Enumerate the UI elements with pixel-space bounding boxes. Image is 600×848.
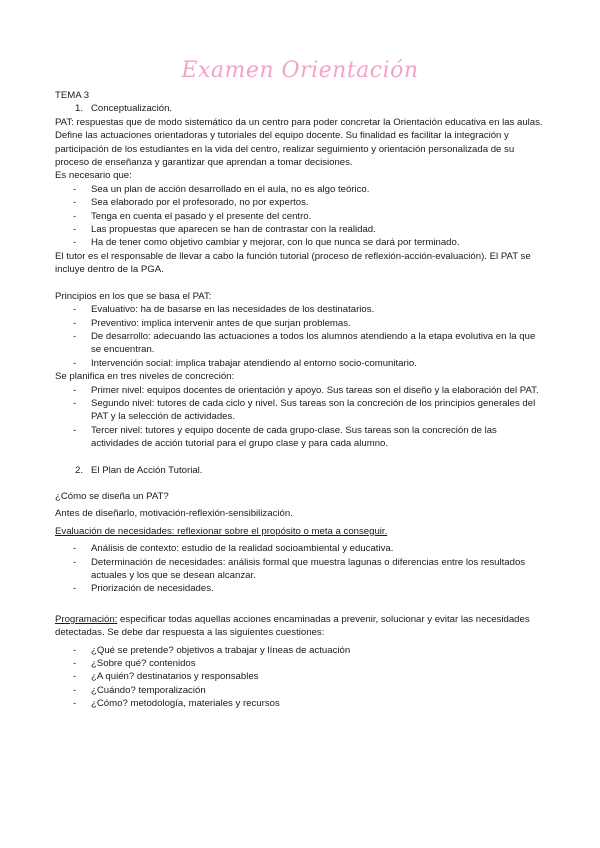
tema-heading: TEMA 3 (55, 90, 90, 101)
evaluacion-heading: Evaluación de necesidades: reflexionar sobre el propósito o meta a conseguir. (55, 525, 388, 537)
programacion-label: Programación: (55, 613, 118, 625)
list-item: - Ha de tener como objetivo cambiar y mejorar, con lo que nunca se dará por terminado. (55, 236, 545, 249)
programacion-paragraph (55, 613, 545, 640)
list-item: - Evaluativo: ha de basarse en las necesidades de los destinatarios. (55, 303, 545, 316)
list-item: - Las propuestas que aparecen se han de contrastar con la realidad. (55, 223, 545, 236)
list-item: - ¿Qué se pretende? objetivos a trabajar y líneas de actuación (55, 644, 545, 657)
principios-label: Principios en los que se basa el PAT: (55, 290, 212, 302)
section-2-number: 2. (75, 464, 84, 476)
principios-list (55, 303, 545, 370)
necesario-list (55, 183, 545, 250)
list-item: - ¿Sobre qué? contenidos (55, 657, 545, 670)
programacion-list (55, 644, 545, 711)
section-1-label: Conceptualización. (91, 103, 173, 115)
list-item: - ¿A quién? destinatarios y responsables (55, 670, 545, 683)
niveles-label: Se planifica en tres niveles de concreción: (55, 371, 235, 383)
list-item: - Análisis de contexto: estudio de la realidad socioambiental y educativa. (55, 542, 545, 555)
list-item: - Tercer nivel: tutores y equipo docente de cada grupo-clase. Sus tareas son la concreción de las actividades de acción tutorial para el grupo clase y para cada alumno. (55, 424, 545, 451)
section-1-number: 1. (75, 103, 84, 115)
section-2-label: El Plan de Acción Tutorial. (91, 464, 203, 476)
como-question: ¿Cómo se diseña un PAT? (55, 490, 169, 502)
necesario-label: Es necesario que: (55, 170, 132, 182)
list-item: - Priorización de necesidades. (55, 582, 545, 595)
pat-definition: PAT: respuestas que de modo sistemático da un centro para poder concretar la Orientación educativa en las aulas. Define las actuaciones orientadoras y tutoriales del equipo docente. Su finalidad es facilitar la integración y participación de los estudiantes en la vida del centro, realizar seguimiento y orientación personalizada de su proceso de enseñanza y garantizar que aprendan a tomar decisiones. (55, 116, 543, 169)
section-2-heading (55, 464, 545, 477)
evaluacion-list (55, 542, 545, 596)
list-item: - Tenga en cuenta el pasado y el presente del centro. (55, 210, 545, 223)
niveles-list (55, 384, 545, 451)
list-item: - Sea elaborado por el profesorado, no por expertos. (55, 196, 545, 209)
document-body (55, 89, 545, 711)
list-item: - ¿Cuándo? temporalización (55, 684, 545, 697)
list-item: - Preventivo: implica intervenir antes de que surjan problemas. (55, 317, 545, 330)
list-item: - Segundo nivel: tutores de cada ciclo y nivel. Sus tareas son la concreción de los principios generales del PAT y la selección de actividades. (55, 397, 545, 424)
antes-paragraph: Antes de diseñarlo, motivación-reflexión-sensibilización. (55, 508, 293, 520)
document-title: Examen Orientación (181, 58, 419, 83)
programacion-text: especificar todas aquellas acciones encaminadas a prevenir, solucionar y evitar las necesidades detectadas. Se debe dar respuesta a las siguientes cuestiones: (55, 613, 530, 639)
section-1-heading (55, 102, 545, 115)
list-item: - De desarrollo: adecuando las actuaciones a todos los alumnos atendiendo a la etapa evolutiva en la que se encuentran. (55, 330, 545, 357)
tutor-paragraph: El tutor es el responsable de llevar a cabo la función tutorial (proceso de reflexión-acción-evaluación). El PAT se incluye dentro de la PGA. (55, 250, 531, 276)
list-item: - Intervención social: implica trabajar atendiendo al entorno socio-comunitario. (55, 357, 545, 370)
list-item: - Determinación de necesidades: análisis formal que muestra lagunas o diferencias entre los resultados actuales y los que se desean alcanzar. (55, 556, 545, 583)
list-item: - Sea un plan de acción desarrollado en el aula, no es algo teórico. (55, 183, 545, 196)
list-item: - Primer nivel: equipos docentes de orientación y apoyo. Sus tareas son el diseño y la elaboración del PAT. (55, 384, 545, 397)
list-item: - ¿Cómo? metodología, materiales y recursos (55, 697, 545, 710)
